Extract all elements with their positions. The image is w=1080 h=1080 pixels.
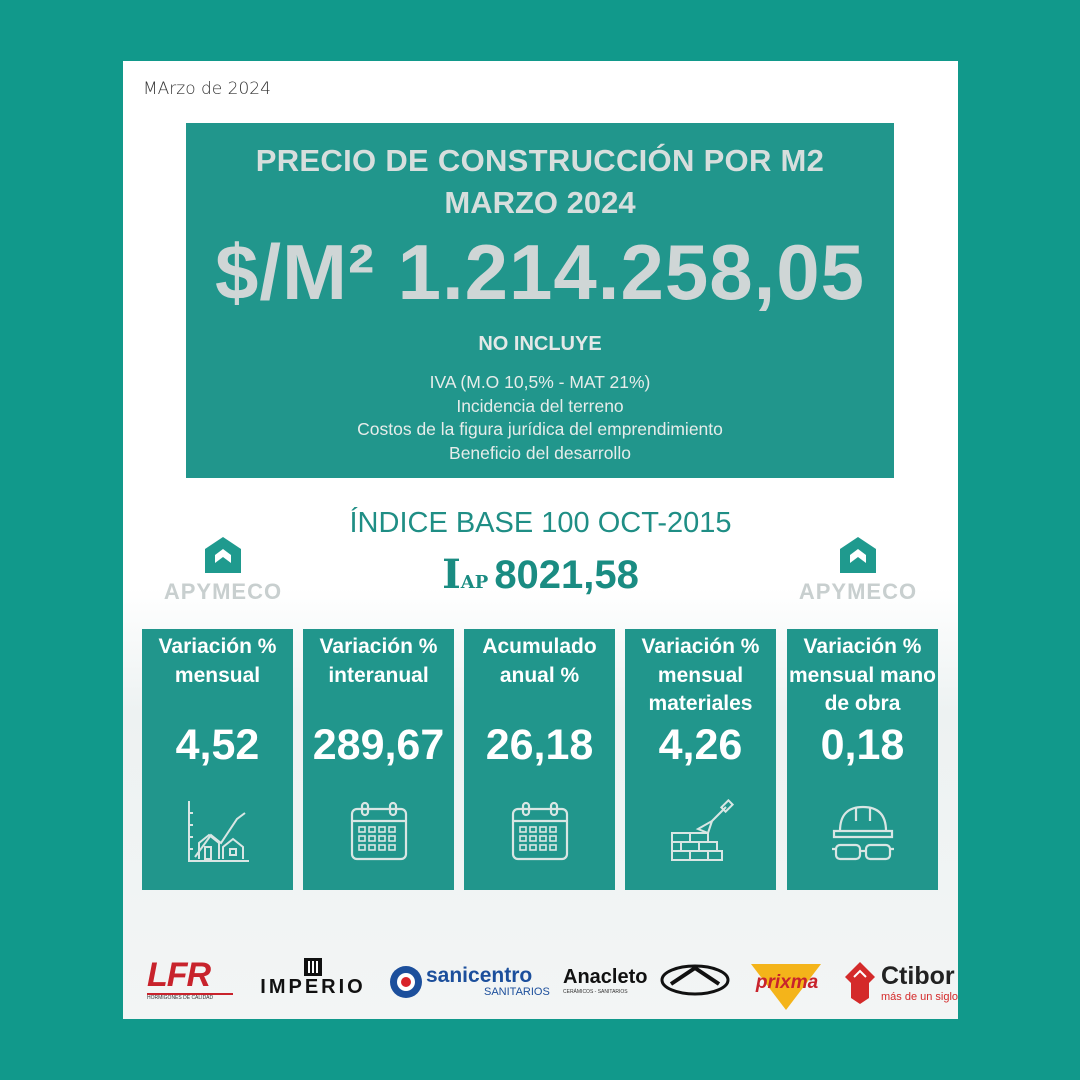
- calendar-icon: [507, 799, 573, 865]
- anacleto-logo: Anacleto CERÁMICOS - SANITARIOS: [563, 966, 723, 995]
- exclusions-heading: NO INCLUYE: [478, 333, 602, 355]
- prixma-logo: prixma: [745, 960, 827, 1017]
- price-panel: [186, 123, 894, 478]
- apymeco-name: APYMECO: [798, 579, 918, 604]
- tile-label: Variación % mensual mano de obra: [788, 635, 937, 715]
- iap-symbol: IAP: [442, 551, 489, 598]
- exclusion-item: IVA (M.O 10,5% - MAT 21%): [429, 372, 651, 392]
- tile-value: 4,52: [175, 721, 260, 769]
- sanicentro-mark-icon: [388, 964, 424, 1000]
- apymeco-name: APYMECO: [163, 579, 283, 604]
- tile-variacion-mensual: [142, 629, 293, 890]
- exclusion-item: Incidencia del terreno: [456, 395, 624, 416]
- tile-label: Variación % interanual: [319, 635, 438, 687]
- tile-label: Variación % mensual: [158, 635, 277, 687]
- tile-label: Acumulado anual %: [482, 635, 597, 687]
- tile-variacion-mano-de-obra: [787, 629, 938, 890]
- index-value-row: [123, 551, 958, 598]
- tile-acumulado-anual: [464, 629, 615, 890]
- anacleto-roof-icon: [659, 958, 731, 996]
- bricks-trowel-icon: [668, 799, 734, 865]
- helmet-goggles-icon: [830, 799, 896, 865]
- date-label: MArzo de 2024: [143, 79, 271, 99]
- ctibor-mark-icon: [843, 960, 877, 1006]
- index-value: 8021,58: [494, 553, 639, 597]
- tile-variacion-materiales: [625, 629, 776, 890]
- price-subtitle: MARZO 2024: [444, 185, 636, 220]
- chart-house-icon: [185, 799, 251, 865]
- calendar-icon: [346, 799, 412, 865]
- tile-value: 289,67: [312, 721, 445, 769]
- tile-value: 26,18: [485, 721, 594, 769]
- infographic-card: [123, 61, 958, 1019]
- tile-variacion-interanual: [303, 629, 454, 890]
- imperio-logo: IMPERIO: [254, 958, 372, 999]
- imperio-mark-icon: [304, 958, 322, 976]
- index-title: ÍNDICE BASE 100 OCT-2015: [349, 507, 732, 539]
- exclusion-item: Beneficio del desarrollo: [449, 442, 631, 463]
- exclusions-list: [186, 371, 894, 465]
- price-title: PRECIO DE CONSTRUCCIÓN POR M2: [255, 143, 825, 178]
- tile-value: 0,18: [820, 721, 905, 769]
- sponsors-bar: LFR HORMIGONES DE CALIDAD IMPERIO sanicentro SANITARIOS Anacleto CERÁMICOS - SANITARIOS prixma Ctibor más de un siglo: [143, 956, 948, 1016]
- price-value: $/M² 1.214.258,05: [214, 228, 866, 316]
- tile-label: Variación % mensual materiales: [641, 635, 760, 715]
- tile-value: 4,26: [658, 721, 743, 769]
- lfr-logo: LFR HORMIGONES DE CALIDAD: [147, 956, 233, 1001]
- exclusion-item: Costos de la figura jurídica del emprendimiento: [357, 419, 723, 439]
